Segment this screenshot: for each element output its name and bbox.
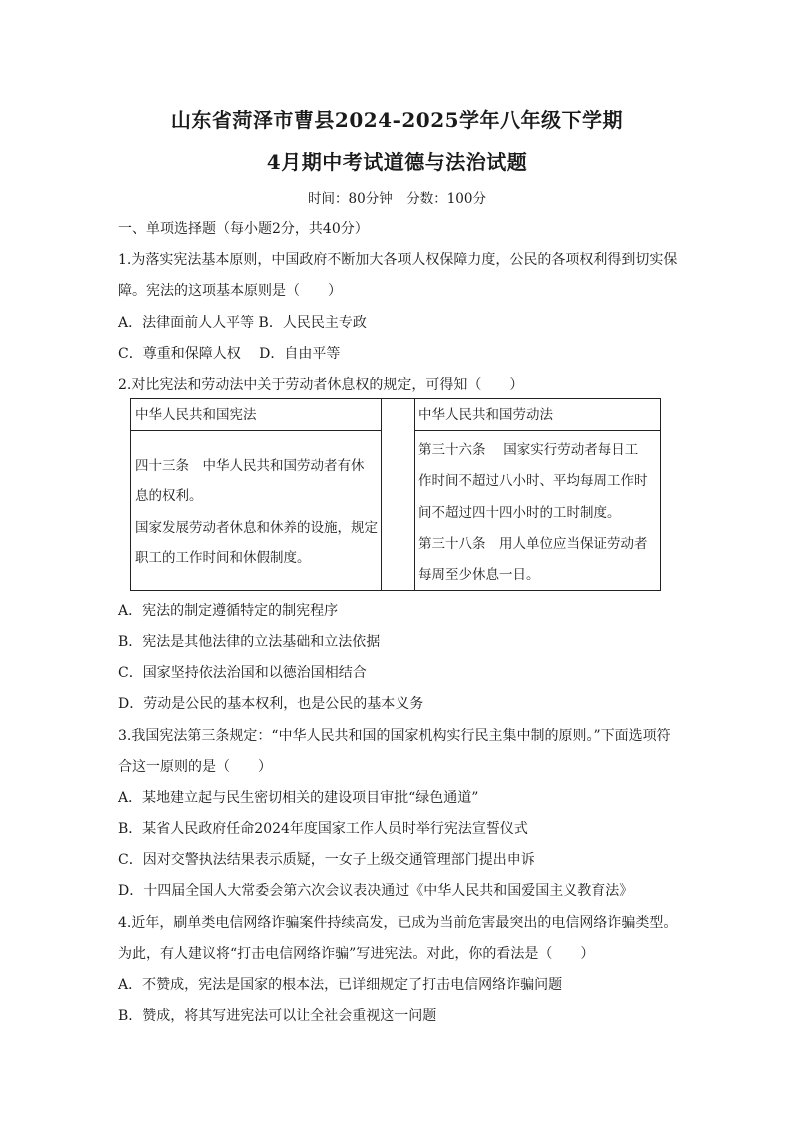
exam-meta: 时间：80分钟 分数：100分: [308, 191, 486, 207]
table-left-line: 国家发展劳动者休息和休养的设施，规定: [135, 520, 378, 536]
q2-option-d: D．劳动是公民的基本权利，也是公民的基本义务: [118, 696, 424, 712]
q2-stem: 2.对比宪法和劳动法中关于劳动者休息权的规定，可得知（ ）: [118, 377, 524, 393]
q1-options-line1: A．法律面前人人平等 B．人民民主专政: [118, 315, 367, 331]
q3-option-b: B．某省人民政府任命2024年度国家工作人员时举行宪法宣誓仪式: [118, 821, 528, 837]
q3-option-c: C．因对交警执法结果表示质疑，一女子上级交通管理部门提出申诉: [118, 852, 535, 868]
table-left-line: 息的权利。: [135, 488, 203, 504]
q2-option-c: C．国家坚持依法治国和以德治国相结合: [118, 665, 367, 681]
table-right-line: 每周至少休息一日。: [418, 567, 540, 583]
q4-stem-line2: 为此，有人建议将“打击电信网络诈骗”写进宪法。对此，你的看法是（ ）: [118, 946, 595, 962]
q4-option-b: B．赞成，将其写进宪法可以让全社会重视这一问题: [118, 1008, 437, 1024]
table-right-line: 间不超过四十四小时的工时制度。: [418, 505, 621, 521]
q2-option-b: B．宪法是其他法律的立法基础和立法依据: [118, 634, 381, 650]
table-header-labor-law: 中华人民共和国劳动法: [418, 407, 553, 423]
exam-title-line1: 山东省菏泽市曹县2024-2025学年八年级下学期: [170, 108, 624, 132]
table-right-line: 作时间不超过八小时、平均每周工作时: [418, 473, 648, 489]
q3-option-d: D．十四届全国人大常委会第六次会议表决通过《中华人民共和国爱国主义教育法》: [118, 883, 634, 899]
q3-stem-line2: 合这一原则的是（ ）: [118, 759, 272, 775]
exam-title-line2: 4月期中考试道德与法治试题: [266, 150, 528, 174]
table-left-line: 四十三条 中华人民共和国劳动者有休: [135, 458, 365, 474]
q2-option-a: A．宪法的制定遵循特定的制宪程序: [118, 603, 339, 619]
table-right-line: 第三十六条 国家实行劳动者每日工: [418, 442, 639, 458]
q2-comparison-table: [130, 398, 661, 591]
q1-options-line2: C．尊重和保障人权 D．自由平等: [118, 346, 341, 362]
q3-stem-line1: 3.我国宪法第三条规定：“中华人民共和国的国家机构实行民主集中制的原则。”下面选项符: [118, 728, 671, 744]
q3-option-a: A．某地建立起与民生密切相关的建设项目审批“绿色通道”: [118, 790, 479, 806]
q4-option-a: A．不赞成，宪法是国家的根本法，已详细规定了打击电信网络诈骗问题: [118, 977, 563, 993]
q1-stem-line1: 1.为落实宪法基本原则，中国政府不断加大各项人权保障力度，公民的各项权利得到切实保: [118, 252, 678, 268]
table-divider: [381, 399, 382, 590]
table-header-constitution: 中华人民共和国宪法: [135, 407, 257, 423]
section-heading: 一、单项选择题（每小题2分，共40分）: [118, 221, 369, 237]
table-right-line: 第三十八条 用人单位应当保证劳动者: [418, 536, 648, 552]
q4-stem-line1: 4.近年，刷单类电信网络诈骗案件持续高发，已成为当前危害最突出的电信网络诈骗类型。: [118, 915, 678, 931]
table-left-line: 职工的工作时间和休假制度。: [135, 550, 311, 566]
q1-stem-line2: 障。宪法的这项基本原则是（ ）: [118, 283, 342, 299]
table-divider: [414, 399, 415, 590]
